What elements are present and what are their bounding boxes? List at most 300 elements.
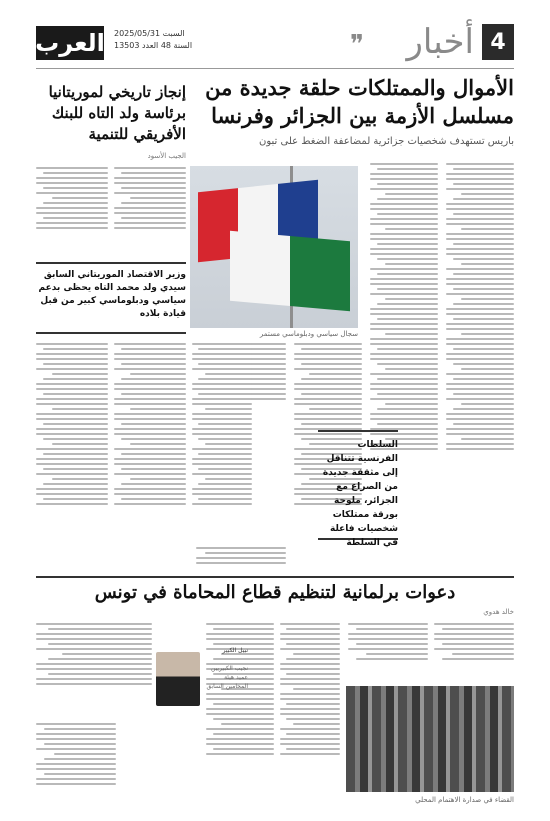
text-line: [206, 713, 274, 715]
text-line: [192, 388, 252, 390]
text-line: [48, 658, 152, 660]
text-line: [370, 358, 438, 360]
text-line: [36, 763, 116, 765]
text-line: [446, 413, 514, 415]
text-line: [294, 413, 362, 415]
text-line: [453, 348, 514, 350]
text-line: [446, 373, 514, 375]
lawyers-crowd-photo: [346, 686, 514, 792]
text-line: [36, 212, 108, 214]
text-line: [130, 197, 186, 199]
second-body-col-3: [280, 620, 340, 814]
text-line: [453, 273, 514, 275]
text-line: [370, 218, 438, 220]
text-line: [121, 363, 186, 365]
text-line: [280, 693, 340, 695]
text-line: [130, 373, 186, 375]
text-line: [36, 488, 108, 490]
text-line: [192, 398, 252, 400]
text-line: [44, 728, 116, 730]
text-line: [114, 488, 186, 490]
text-line: [192, 353, 252, 355]
text-line: [114, 388, 186, 390]
text-line: [198, 348, 252, 350]
text-line: [114, 353, 186, 355]
text-line: [114, 463, 186, 465]
text-line: [301, 378, 362, 380]
second-body-col-6: [36, 620, 152, 714]
text-line: [453, 258, 514, 260]
text-line: [36, 403, 108, 405]
text-line: [434, 648, 514, 650]
text-line: [370, 238, 438, 240]
text-line: [198, 438, 252, 440]
text-line: [114, 343, 186, 345]
text-line: [121, 438, 186, 440]
algeria-flag-green: [290, 236, 350, 311]
text-line: [198, 498, 252, 500]
text-line: [294, 403, 362, 405]
text-line: [206, 693, 274, 695]
text-line: [453, 213, 514, 215]
text-line: [192, 448, 252, 450]
text-line: [36, 358, 108, 360]
text-line: [377, 243, 438, 245]
text-line: [192, 413, 252, 415]
flags-photo-caption: سجال سياسي ودبلوماسي مستمر: [259, 330, 358, 338]
text-line: [370, 208, 438, 210]
text-line: [370, 203, 438, 205]
text-line: [280, 638, 340, 640]
text-line: [206, 698, 274, 700]
text-line: [446, 188, 514, 190]
text-line: [370, 268, 438, 270]
text-line: [192, 358, 252, 360]
text-line: [44, 743, 116, 745]
text-line: [446, 238, 514, 240]
text-line: [36, 783, 116, 785]
text-line: [114, 212, 186, 214]
text-line: [446, 443, 514, 445]
text-line: [114, 167, 186, 169]
text-line: [280, 668, 340, 670]
text-line: [36, 633, 152, 635]
text-line: [62, 653, 152, 655]
text-line: [114, 207, 186, 209]
text-line: [293, 723, 340, 725]
text-line: [206, 743, 274, 745]
text-line: [206, 623, 274, 625]
side-byline: الجيب الأسود: [147, 152, 186, 160]
text-line: [453, 363, 514, 365]
text-line: [198, 393, 252, 395]
text-line: [192, 493, 252, 495]
text-line: [370, 178, 438, 180]
text-line: [36, 388, 108, 390]
second-body-col-1: [434, 620, 514, 682]
text-line: [385, 333, 438, 335]
text-line: [205, 478, 252, 480]
text-line: [377, 378, 438, 380]
algeria-flag: [230, 231, 350, 311]
text-line: [434, 623, 514, 625]
text-line: [36, 623, 152, 625]
text-line: [114, 448, 186, 450]
text-line: [461, 368, 514, 370]
text-line: [461, 403, 514, 405]
text-line: [206, 708, 274, 710]
text-line: [377, 183, 438, 185]
text-line: [192, 368, 252, 370]
text-line: [377, 423, 438, 425]
text-line: [309, 408, 362, 410]
text-line: [130, 478, 186, 480]
text-line: [192, 418, 252, 420]
text-line: [36, 778, 116, 780]
text-line: [48, 673, 152, 675]
text-line: [114, 403, 186, 405]
text-line: [370, 248, 438, 250]
text-line: [121, 468, 186, 470]
text-line: [36, 343, 108, 345]
text-line: [36, 413, 108, 415]
side-body-col-2: [114, 164, 186, 258]
text-line: [294, 358, 362, 360]
text-line: [36, 353, 108, 355]
text-line: [434, 638, 514, 640]
text-line: [36, 227, 108, 229]
second-byline: خالد هدوي: [483, 608, 514, 616]
text-line: [121, 483, 186, 485]
text-line: [43, 483, 108, 485]
side-body-col-3: [36, 340, 108, 572]
text-line: [192, 463, 252, 465]
text-line: [114, 428, 186, 430]
second-body-col-2: [348, 620, 428, 682]
text-line: [114, 222, 186, 224]
text-line: [370, 338, 438, 340]
text-line: [370, 308, 438, 310]
text-line: [36, 473, 108, 475]
text-line: [366, 653, 428, 655]
text-line: [294, 388, 362, 390]
text-line: [36, 222, 108, 224]
text-line: [36, 683, 152, 685]
text-line: [36, 463, 108, 465]
text-line: [36, 192, 108, 194]
text-line: [114, 493, 186, 495]
text-line: [453, 393, 514, 395]
text-line: [36, 433, 108, 435]
text-line: [36, 182, 108, 184]
text-line: [434, 633, 514, 635]
text-line: [301, 363, 362, 365]
text-line: [43, 363, 108, 365]
second-headline: دعوات برلمانية لتنظيم قطاع المحاماة في تونس: [94, 582, 456, 603]
text-line: [52, 478, 108, 480]
text-line: [36, 723, 116, 725]
text-line: [446, 278, 514, 280]
text-line: [446, 223, 514, 225]
text-line: [52, 373, 108, 375]
text-line: [294, 398, 362, 400]
text-line: [114, 192, 186, 194]
text-line: [205, 443, 252, 445]
text-line: [385, 403, 438, 405]
text-line: [36, 428, 108, 430]
text-line: [213, 733, 274, 735]
text-line: [198, 483, 252, 485]
text-line: [130, 408, 186, 410]
text-line: [370, 283, 438, 285]
text-line: [198, 468, 252, 470]
text-line: [286, 733, 340, 735]
text-line: [286, 703, 340, 705]
text-line: [446, 203, 514, 205]
text-line: [114, 358, 186, 360]
text-line: [114, 458, 186, 460]
text-line: [370, 323, 438, 325]
text-line: [294, 343, 362, 345]
top-rule: [36, 68, 514, 69]
text-line: [205, 408, 252, 410]
side-headline: إنجاز تاريخي لموريتانيا برئاسة ولد التاه للبنك الأفريقي للتنمية: [48, 83, 186, 143]
text-line: [192, 503, 252, 505]
text-line: [114, 398, 186, 400]
text-line: [280, 623, 340, 625]
text-line: [370, 383, 438, 385]
text-line: [43, 217, 108, 219]
text-line: [36, 663, 152, 665]
text-line: [446, 283, 514, 285]
text-line: [213, 658, 274, 660]
text-line: [192, 473, 252, 475]
text-line: [121, 378, 186, 380]
text-line: [446, 383, 514, 385]
text-line: [293, 653, 340, 655]
main-subheadline: باريس تستهدف شخصيات جزائرية لمضاعفة الضغط على تبون: [259, 136, 514, 147]
text-line: [294, 383, 362, 385]
text-line: [286, 628, 340, 630]
text-line: [36, 177, 108, 179]
text-line: [280, 633, 340, 635]
text-line: [446, 253, 514, 255]
text-line: [377, 213, 438, 215]
text-line: [206, 728, 274, 730]
text-line: [114, 368, 186, 370]
text-line: [370, 328, 438, 330]
mid-rule: [36, 576, 514, 578]
text-line: [348, 633, 428, 635]
text-line: [198, 423, 252, 425]
text-line: [446, 433, 514, 435]
text-line: [446, 448, 514, 450]
text-line: [286, 643, 340, 645]
text-line: [52, 408, 108, 410]
side-body-col-4: [114, 340, 186, 572]
text-line: [453, 423, 514, 425]
text-line: [213, 748, 274, 750]
text-line: [213, 628, 274, 630]
text-line: [377, 363, 438, 365]
text-line: [206, 753, 274, 755]
text-line: [377, 168, 438, 170]
text-line: [452, 653, 514, 655]
text-line: [280, 708, 340, 710]
text-line: [377, 318, 438, 320]
text-line: [348, 623, 428, 625]
side-pull-quote: وزير الاقتصاد الموريتاني السابق سيدي ولد محمد التاه يحظى بدعم سياسي ودبلوماسي كبير من قبل قيادة بلاده: [36, 262, 186, 334]
text-line: [286, 673, 340, 675]
text-line: [385, 263, 438, 265]
text-line: [461, 298, 514, 300]
text-line: [461, 193, 514, 195]
text-line: [446, 268, 514, 270]
flags-photo: [190, 166, 358, 328]
text-line: [370, 398, 438, 400]
text-line: [280, 753, 340, 755]
text-line: [461, 333, 514, 335]
second-body-col-5: [36, 720, 116, 814]
text-line: [446, 338, 514, 340]
issue-date: السبت 2025/05/31: [114, 29, 185, 38]
text-line: [36, 167, 108, 169]
text-line: [192, 488, 252, 490]
text-line: [446, 323, 514, 325]
text-line: [301, 423, 362, 425]
text-line: [370, 233, 438, 235]
text-line: [36, 368, 108, 370]
text-line: [192, 458, 252, 460]
text-line: [114, 503, 186, 505]
side-body-col-1: [36, 164, 108, 258]
text-line: [280, 728, 340, 730]
text-line: [43, 393, 108, 395]
text-line: [36, 493, 108, 495]
text-line: [43, 423, 108, 425]
text-line: [221, 723, 274, 725]
text-line: [453, 318, 514, 320]
text-line: [370, 278, 438, 280]
text-line: [280, 698, 340, 700]
text-line: [198, 378, 252, 380]
text-line: [36, 503, 108, 505]
text-line: [121, 393, 186, 395]
text-line: [356, 643, 428, 645]
text-line: [36, 648, 152, 650]
text-line: [121, 172, 186, 174]
text-line: [301, 393, 362, 395]
text-line: [280, 678, 340, 680]
text-line: [442, 643, 514, 645]
text-line: [377, 348, 438, 350]
text-line: [114, 433, 186, 435]
text-line: [192, 433, 252, 435]
text-line: [442, 658, 514, 660]
text-line: [286, 718, 340, 720]
text-line: [446, 208, 514, 210]
side-body-col-5: [192, 340, 252, 572]
main-headline: الأموال والممتلكات حلقة جديدة من مسلسل الأزمة بين الجزائر وفرنسا: [205, 75, 514, 128]
text-line: [280, 648, 340, 650]
algeria-flag-white: [230, 231, 290, 306]
text-line: [294, 418, 362, 420]
text-line: [52, 443, 108, 445]
text-line: [48, 628, 152, 630]
text-line: [130, 443, 186, 445]
text-line: [453, 243, 514, 245]
text-line: [446, 328, 514, 330]
main-pull-quote: السلطات الفرنسية تتناقل إلى مثقفة جديدة من الصراع مع الجزائر، ملوحة بورقة ممتلكات شخصيات فاعلة في السلطة: [318, 430, 398, 540]
text-line: [370, 163, 438, 165]
text-line: [370, 353, 438, 355]
text-line: [370, 173, 438, 175]
text-line: [446, 218, 514, 220]
text-line: [377, 258, 438, 260]
text-line: [377, 198, 438, 200]
text-line: [461, 438, 514, 440]
portrait-photo: [156, 652, 200, 706]
text-line: [36, 638, 152, 640]
quote-mark-icon: ❞: [350, 30, 364, 60]
text-line: [192, 428, 252, 430]
text-line: [36, 448, 108, 450]
portrait-role: نجيب الكبيريين عميد هيئة المحامين السابق: [206, 665, 248, 690]
text-line: [370, 223, 438, 225]
text-line: [206, 633, 274, 635]
text-line: [446, 178, 514, 180]
text-line: [385, 298, 438, 300]
text-line: [114, 177, 186, 179]
text-line: [114, 473, 186, 475]
text-line: [121, 453, 186, 455]
text-line: [36, 748, 116, 750]
text-line: [348, 648, 428, 650]
text-line: [114, 182, 186, 184]
text-line: [446, 163, 514, 165]
text-line: [43, 453, 108, 455]
text-line: [206, 738, 274, 740]
text-line: [121, 423, 186, 425]
main-body-col-1: [446, 160, 514, 572]
text-line: [446, 293, 514, 295]
text-line: [446, 173, 514, 175]
text-line: [43, 202, 108, 204]
text-line: [206, 638, 274, 640]
text-line: [192, 383, 252, 385]
text-line: [446, 428, 514, 430]
text-line: [43, 468, 108, 470]
text-line: [286, 658, 340, 660]
text-line: [377, 408, 438, 410]
text-line: [446, 388, 514, 390]
text-line: [48, 643, 152, 645]
text-line: [121, 187, 186, 189]
crowd-photo-caption: القضاء في صدارة الاهتمام المحلي: [415, 796, 514, 804]
text-line: [461, 263, 514, 265]
text-line: [286, 748, 340, 750]
text-line: [121, 202, 186, 204]
text-line: [52, 197, 108, 199]
text-line: [280, 663, 340, 665]
text-line: [43, 348, 108, 350]
newspaper-logo: العرب: [36, 26, 104, 60]
text-line: [370, 253, 438, 255]
text-line: [370, 418, 438, 420]
text-line: [280, 713, 340, 715]
text-line: [377, 273, 438, 275]
text-line: [442, 628, 514, 630]
